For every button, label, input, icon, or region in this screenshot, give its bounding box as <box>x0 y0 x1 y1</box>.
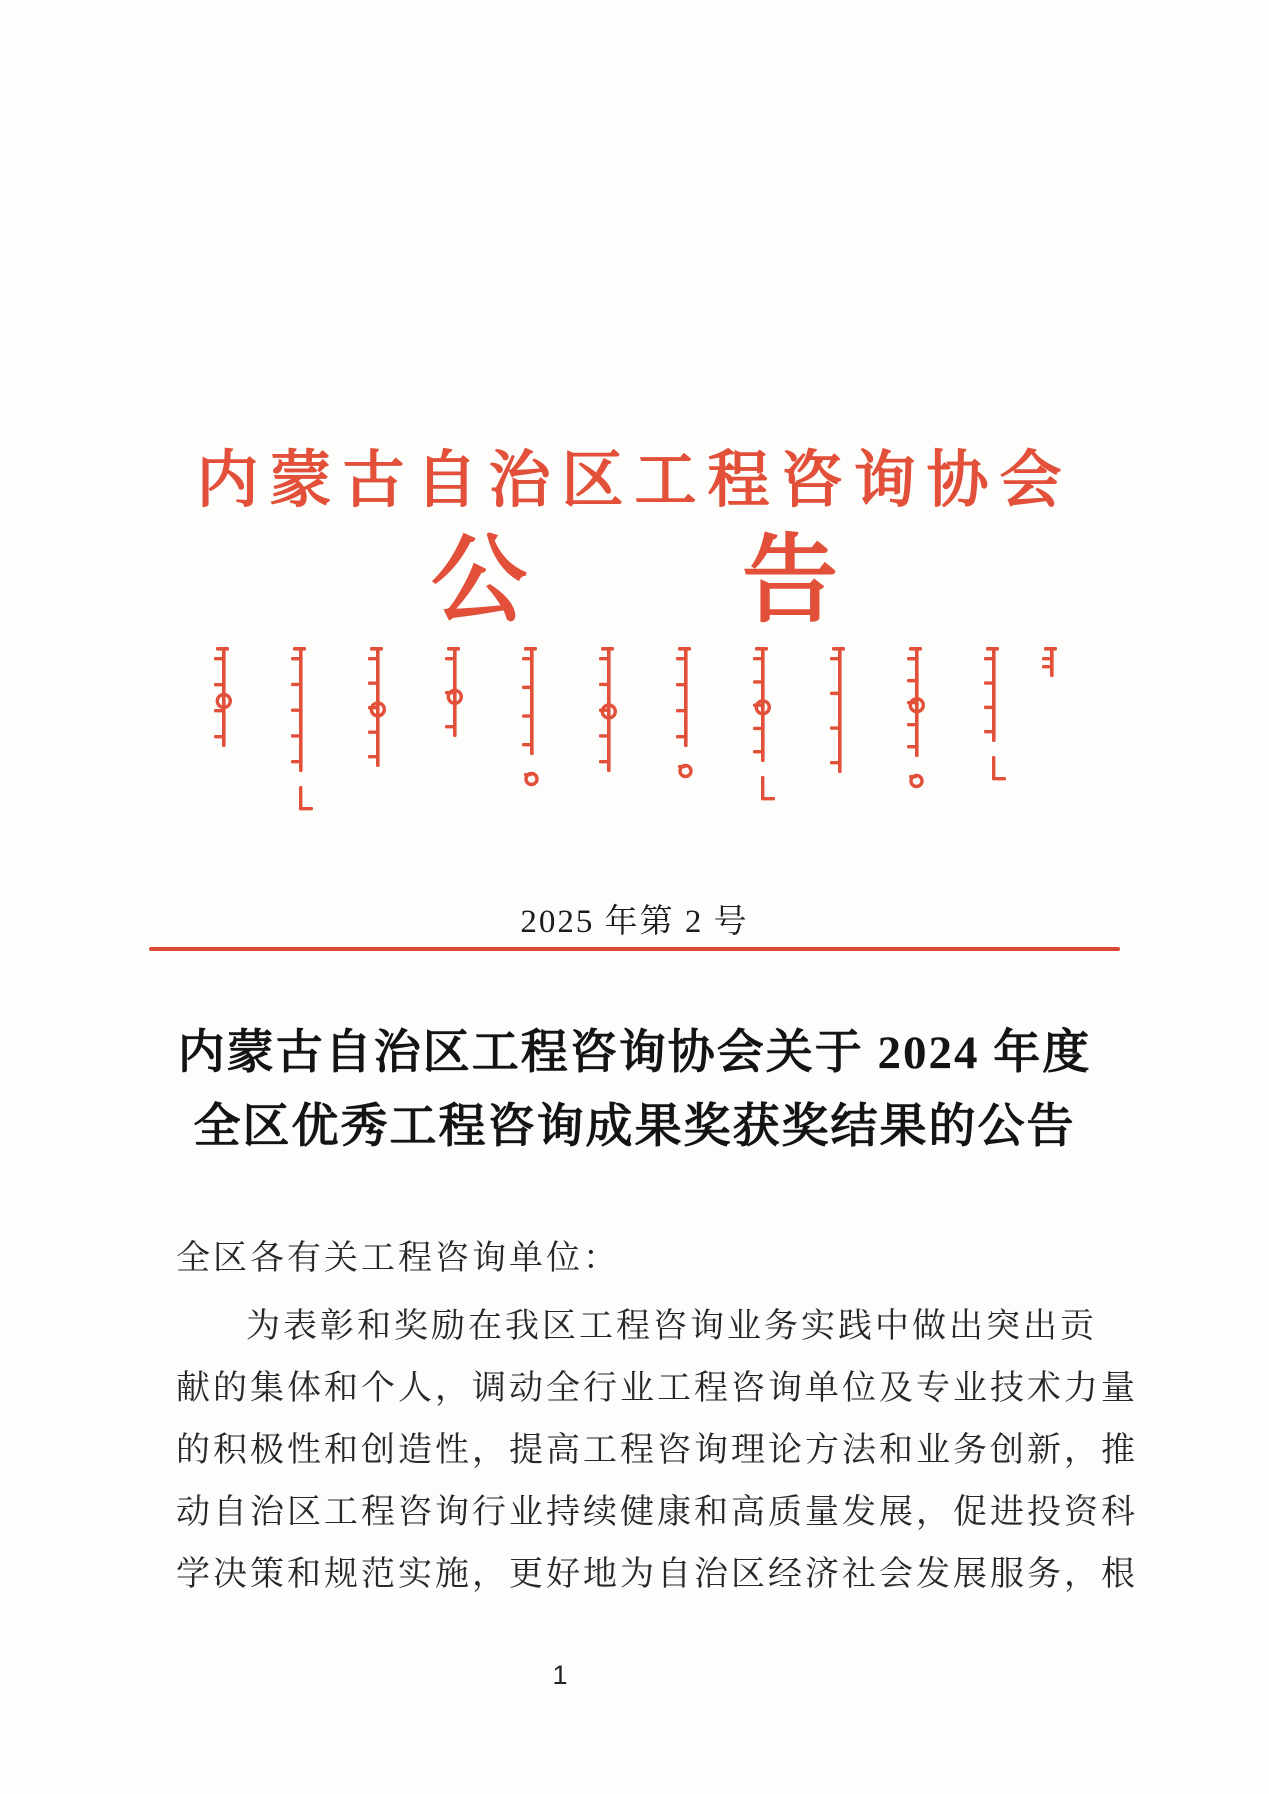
paragraph-line: 献的集体和个人，调动全行业工程咨询单位及专业技术力量 <box>176 1370 1138 1407</box>
paragraph <box>176 1296 1138 1606</box>
announcement-word <box>0 527 1269 634</box>
announcement-char-gong: 公 <box>431 527 527 634</box>
paragraph-line: 为表彰和奖励在我区工程咨询业务实践中做出突出贡 <box>246 1308 1097 1345</box>
paragraph-line: 学决策和规范实施，更好地为自治区经济社会发展服务，根 <box>176 1556 1138 1593</box>
salutation-line: 全区各有关工程咨询单位： <box>176 1240 620 1277</box>
red-divider-rule <box>149 947 1120 951</box>
issue-number: 2025 年第 2 号 <box>520 904 749 940</box>
mongolian-script <box>0 645 1269 813</box>
paragraph-line: 动自治区工程咨询行业持续健康和高质量发展，促进投资科 <box>176 1494 1138 1531</box>
document-title <box>0 1016 1269 1164</box>
body-text <box>176 1228 1138 1606</box>
announcement-org-title: 内蒙古自治区工程咨询协会 <box>196 447 1073 515</box>
page-number: 1 <box>552 1660 568 1690</box>
document-title-line2: 全区优秀工程咨询成果奖获奖结果的公告 <box>193 1101 1076 1153</box>
document-title-line1: 内蒙古自治区工程咨询协会关于 2024 年度 <box>177 1027 1092 1079</box>
announcement-char-gao: 告 <box>742 527 838 634</box>
paragraph-line: 的积极性和创造性，提高工程咨询理论方法和业务创新，推 <box>176 1432 1138 1469</box>
